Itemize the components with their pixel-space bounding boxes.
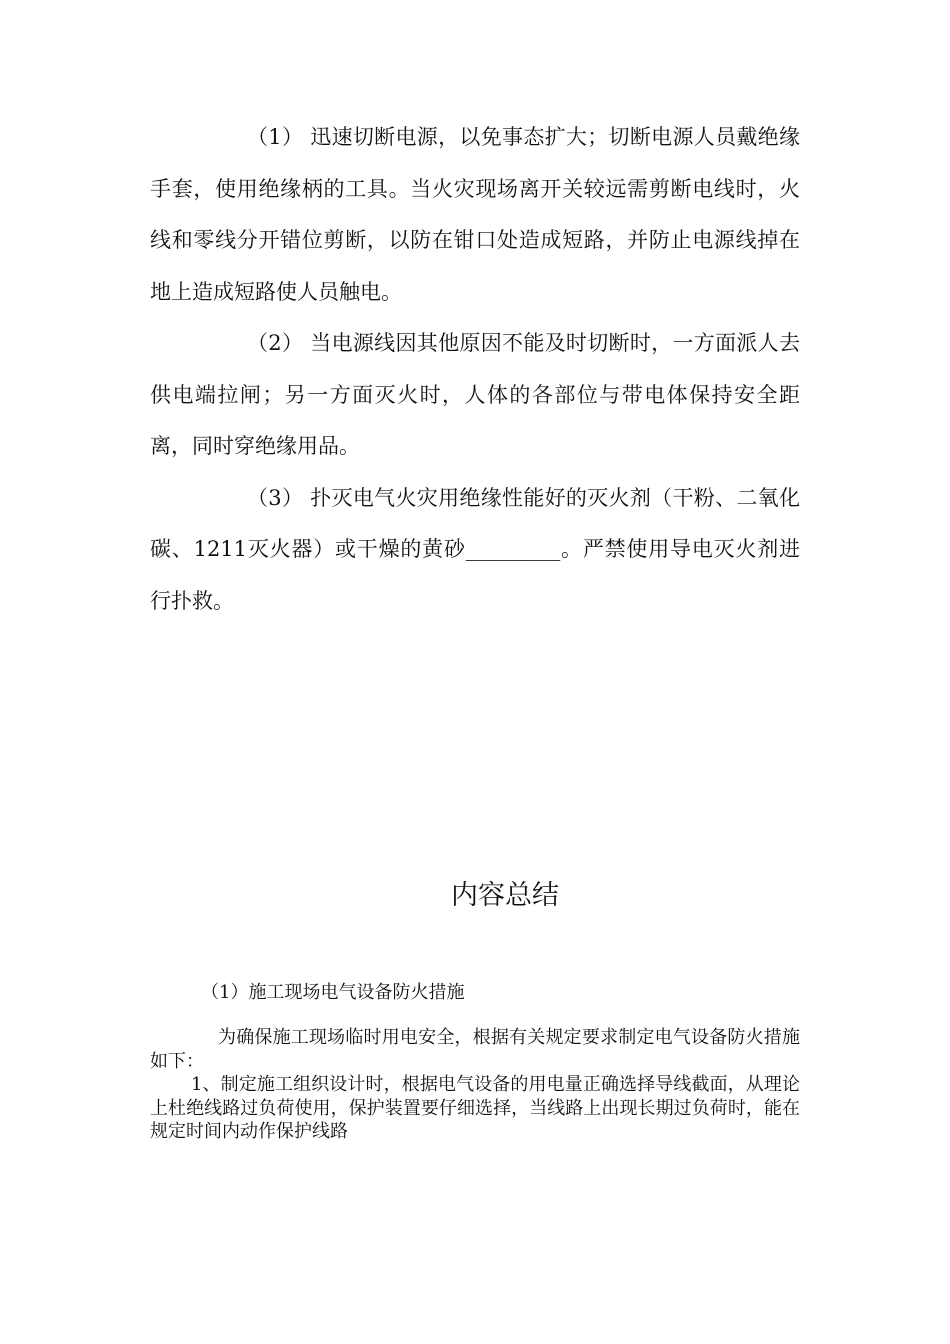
summary-body: [150, 1026, 800, 1144]
paragraph-extinguish: （3） 扑灭电气火灾用绝缘性能好的灭火剂（干粉、二氧化碳、1211灭火器）或干燥的黄砂_________。严禁使用导电灭火剂进行扑救。: [150, 485, 800, 613]
paragraph-pull-switch: （2） 当电源线因其他原因不能及时切断时，一方面派人去供电端拉闸；另一方面灭火时，人体的各部位与带电体保持安全距离，同时穿绝缘用品。: [150, 331, 800, 458]
summary-paragraph-item-1: 1、制定施工组织设计时，根据电气设备的用电量正确选择导线截面，从理论上杜绝线路过负荷使用，保护装置要仔细选择，当线路上出现长期过负荷时，能在规定时间内动作保护线路: [150, 1074, 800, 1142]
summary-paragraph-intro: 为确保施工现场临时用电安全，根据有关规定要求制定电气设备防火措施如下：: [150, 1027, 800, 1072]
summary-sub-heading: （1）施工现场电气设备防火措施: [201, 982, 465, 1003]
summary-title: 内容总结: [451, 880, 559, 911]
paragraph-cut-power: （1） 迅速切断电源，以免事态扩大；切断电源人员戴绝缘手套，使用绝缘柄的工具。当火灾现场离开关较远需剪断电线时，火线和零线分开错位剪断，以防在钳口处造成短路，并防止电源线掉在地上造成短路使人员触电。: [150, 125, 800, 304]
fire-response-section: [150, 112, 800, 627]
